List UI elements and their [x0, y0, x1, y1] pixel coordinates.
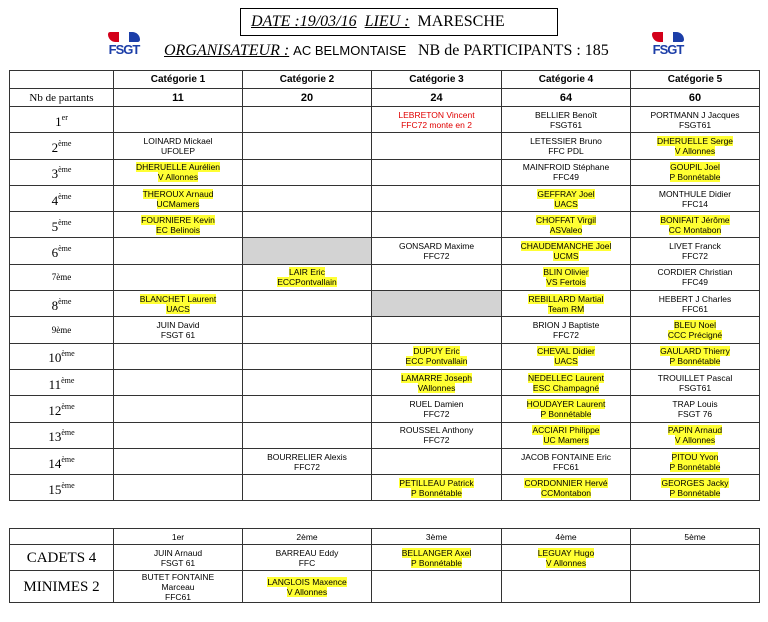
result-cell	[631, 571, 760, 603]
rank-label: 7ème	[10, 264, 114, 290]
rank-label: 9ème	[10, 317, 114, 343]
place-header: 4ème	[502, 529, 631, 545]
logo-text: FSGT	[652, 42, 684, 57]
competitor-club: FFC14	[682, 198, 708, 209]
rank-number: 6	[51, 245, 59, 261]
competitor-club: V Allonnes	[545, 557, 587, 568]
result-cell	[631, 369, 760, 395]
fsgt-logo-left	[104, 32, 144, 56]
result-cell	[243, 185, 372, 211]
rank-suffix: ème	[61, 375, 75, 385]
date-label: DATE :	[251, 13, 300, 30]
lieu-value: MARESCHE	[417, 13, 505, 30]
result-cell	[243, 422, 372, 448]
competitor-name: HOUDAYER Laurent	[526, 398, 606, 409]
corner-cell	[10, 71, 114, 89]
result-cell	[372, 133, 502, 159]
result-cell	[502, 369, 631, 395]
result-cell	[372, 343, 502, 369]
rank-suffix: ème	[61, 349, 75, 359]
result-cell	[502, 264, 631, 290]
competitor-name: LEGUAY Hugo	[537, 547, 595, 558]
rank-number: 13	[48, 429, 62, 445]
partants-count: 24	[372, 89, 502, 107]
competitor-club: V Allonnes	[157, 172, 199, 183]
rank-number: 2	[51, 139, 59, 155]
competitor-name: JUIN David	[156, 320, 200, 331]
youth-category-label: MINIMES 2	[10, 571, 114, 603]
organisateur-label: ORGANISATEUR :	[164, 42, 290, 59]
competitor-name: FOURNIERE Kevin	[141, 214, 215, 225]
result-cell	[114, 159, 243, 185]
result-cell	[631, 422, 760, 448]
competitor-club: FFC61	[165, 591, 191, 602]
competitor-club: FFC	[298, 557, 316, 568]
result-cell	[502, 317, 631, 343]
rank-label	[10, 107, 114, 133]
rank-label	[10, 212, 114, 238]
competitor-club: FFC72	[294, 461, 320, 472]
competitor-club: UACS	[554, 356, 578, 367]
result-cell	[372, 238, 502, 264]
rank-suffix: ème	[58, 138, 72, 148]
rank-number: 15	[48, 481, 62, 497]
result-cell	[502, 185, 631, 211]
result-cell	[631, 238, 760, 264]
competitor-name: NEDELLEC Laurent	[527, 372, 605, 383]
category-header: Catégorie 5	[631, 71, 760, 89]
competitor-name: RUEL Damien	[409, 398, 464, 409]
competitor-club: FFC72	[423, 435, 450, 446]
result-cell	[372, 291, 502, 317]
competitor-club: Team RM	[547, 303, 585, 314]
competitor-club: ASValeo	[549, 224, 583, 235]
result-cell	[114, 317, 243, 343]
result-cell	[372, 185, 502, 211]
category-header: Catégorie 2	[243, 71, 372, 89]
competitor-club: FFC49	[682, 277, 708, 288]
competitor-name: CHOFFAT Virgil	[536, 214, 596, 225]
competitor-name: BELLANGER Axel	[401, 547, 472, 558]
place-header: 5ème	[631, 529, 760, 545]
competitor-club: V Allonnes	[286, 586, 328, 597]
result-cell	[631, 317, 760, 343]
rank-suffix: ème	[58, 296, 72, 306]
rank-number: 5	[51, 218, 59, 234]
result-cell	[243, 369, 372, 395]
competitor-name: BUTET FONTAINE	[141, 571, 215, 582]
result-cell	[243, 475, 372, 501]
result-cell	[372, 422, 502, 448]
result-cell	[243, 212, 372, 238]
competitor-club: UCMamers	[156, 198, 200, 209]
corner-cell	[10, 529, 114, 545]
category-header: Catégorie 3	[372, 71, 502, 89]
partants-label: Nb de partants	[10, 89, 114, 107]
competitor-name: JACOB FONTAINE Eric	[520, 451, 612, 462]
result-cell	[372, 212, 502, 238]
result-cell	[631, 475, 760, 501]
competitor-name: REBILLARD Martial	[528, 293, 604, 304]
competitor-club: V Allonnes	[674, 145, 716, 156]
competitor-club: VS Fertois	[546, 277, 586, 288]
competitor-name: GONSARD Maxime	[398, 241, 475, 252]
competitor-club: VAllonnes	[417, 382, 456, 393]
competitor-name: BELLIER Benoît	[535, 109, 597, 120]
rank-label	[10, 396, 114, 422]
result-cell	[243, 317, 372, 343]
competitor-name: TROUILLET Pascal	[657, 372, 733, 383]
result-cell	[114, 448, 243, 474]
rank-suffix: er	[61, 112, 68, 122]
result-cell	[243, 159, 372, 185]
date-value: 19/03/16	[299, 13, 357, 30]
result-cell	[114, 545, 243, 571]
result-cell	[502, 291, 631, 317]
result-cell	[502, 133, 631, 159]
result-cell	[631, 291, 760, 317]
result-cell	[502, 212, 631, 238]
result-cell	[114, 185, 243, 211]
competitor-name: CHEVAL Didier	[537, 346, 595, 357]
rank-number: 8	[51, 297, 59, 313]
result-cell	[243, 291, 372, 317]
competitor-club: FFC72	[553, 330, 579, 341]
rank-number: 3	[51, 166, 59, 182]
rank-label	[10, 422, 114, 448]
competitor-name: GAULARD Thierry	[660, 346, 730, 357]
rank-suffix: ème	[58, 165, 72, 175]
result-cell	[372, 448, 502, 474]
result-cell	[502, 571, 631, 603]
competitor-club: FSGT61	[549, 119, 583, 130]
result-cell	[502, 343, 631, 369]
result-cell	[631, 133, 760, 159]
competitor-club: ECC Pontvallain	[405, 356, 468, 367]
result-cell	[372, 571, 502, 603]
competitor-name: HEBERT J Charles	[658, 293, 732, 304]
competitor-club: FFC PDL	[548, 145, 584, 156]
competitor-name: LOINARD Mickael	[143, 135, 213, 146]
competitor-name: BONIFAIT Jérôme	[660, 214, 730, 225]
competitor-name: LAMARRE Joseph	[401, 372, 472, 383]
result-cell	[114, 475, 243, 501]
title-box	[240, 8, 558, 36]
competitor-club: FFC72	[423, 408, 450, 419]
competitor-club: FFC72 monte en 2	[401, 119, 472, 130]
competitor-name: ROUSSEL Anthony	[399, 425, 474, 436]
competitor-club: V Allonnes	[674, 435, 716, 446]
competitor-name: BLANCHET Laurent	[139, 293, 217, 304]
result-cell	[243, 107, 372, 133]
competitor-club: Marceau	[161, 581, 195, 592]
competitor-club: UCMS	[553, 251, 579, 262]
competitor-name: BOURRELIER Alexis	[267, 451, 347, 462]
partants-count: 64	[502, 89, 631, 107]
result-cell	[114, 291, 243, 317]
competitor-club: P Bonnétable	[669, 172, 721, 183]
competitor-club: UC Mamers	[543, 435, 589, 446]
competitor-name: GEFFRAY Joel	[537, 188, 595, 199]
result-cell	[372, 475, 502, 501]
competitor-name: DUPUY Eric	[413, 346, 460, 357]
result-cell	[114, 238, 243, 264]
result-cell	[631, 264, 760, 290]
competitor-club: ESC Champagné	[532, 382, 600, 393]
competitor-club: P Bonnétable	[411, 487, 462, 498]
lieu-label: LIEU :	[364, 13, 410, 30]
rank-suffix: ème	[58, 217, 72, 227]
competitor-name: LANGLOIS Maxence	[267, 576, 347, 587]
logo-text: FSGT	[108, 42, 140, 57]
rank-suffix: ème	[61, 480, 75, 490]
competitor-club: FSGT61	[678, 382, 712, 393]
competitor-club: FSGT61	[678, 119, 712, 130]
competitor-club: UACS	[166, 303, 190, 314]
rank-number: 11	[48, 376, 62, 392]
flag-icon	[652, 32, 684, 42]
partants-count: 11	[114, 89, 243, 107]
result-cell	[243, 571, 372, 603]
competitor-name: DHERUELLE Serge	[656, 135, 734, 146]
results-table	[9, 70, 760, 501]
result-cell	[372, 396, 502, 422]
result-cell	[372, 107, 502, 133]
result-cell	[631, 343, 760, 369]
rank-label	[10, 369, 114, 395]
category-header: Catégorie 4	[502, 71, 631, 89]
result-cell	[114, 571, 243, 603]
participants-label: NB de PARTICIPANTS :	[418, 42, 581, 59]
rank-suffix: ème	[61, 428, 75, 438]
competitor-name: TRAP Louis	[672, 398, 718, 409]
competitor-name: DHERUELLE Aurélien	[135, 162, 221, 173]
rank-number: 14	[48, 455, 62, 471]
result-cell	[502, 396, 631, 422]
competitor-club: ECCPontvallain	[277, 277, 337, 288]
result-cell	[243, 396, 372, 422]
result-cell	[114, 212, 243, 238]
result-cell	[502, 422, 631, 448]
rank-label	[10, 185, 114, 211]
competitor-name: LIVET Franck	[669, 241, 721, 252]
competitor-club: FFC49	[553, 172, 579, 183]
result-cell	[372, 317, 502, 343]
result-cell	[372, 264, 502, 290]
result-cell	[114, 396, 243, 422]
rank-label	[10, 159, 114, 185]
competitor-name: PORTMANN J Jacques	[650, 109, 740, 120]
youth-results-table	[9, 528, 760, 603]
competitor-name: THEROUX Arnaud	[142, 188, 214, 199]
competitor-club: P Bonnétable	[411, 557, 462, 568]
category-header: Catégorie 1	[114, 71, 243, 89]
competitor-name: LETESSIER Bruno	[530, 135, 602, 146]
competitor-name: CORDONNIER Hervé	[524, 477, 608, 488]
competitor-club: FFC72	[423, 251, 450, 262]
result-cell	[372, 369, 502, 395]
result-cell	[114, 343, 243, 369]
result-cell	[372, 545, 502, 571]
result-cell	[631, 212, 760, 238]
rank-suffix: ème	[61, 454, 75, 464]
place-header: 2ème	[243, 529, 372, 545]
organisateur-line	[164, 42, 406, 60]
result-cell	[502, 545, 631, 571]
youth-category-label: CADETS 4	[10, 545, 114, 571]
competitor-club: UACS	[554, 198, 578, 209]
competitor-club: FFC61	[682, 303, 708, 314]
result-cell	[372, 159, 502, 185]
competitor-name: GOUPIL Joel	[670, 162, 720, 173]
competitor-club: FFC61	[553, 461, 579, 472]
result-cell	[243, 545, 372, 571]
fsgt-logo-right	[648, 32, 688, 56]
place-header: 3ème	[372, 529, 502, 545]
result-cell	[243, 238, 372, 264]
competitor-club: FSGT 61	[160, 557, 196, 568]
competitor-club: FSGT 76	[677, 408, 713, 419]
rank-number: 12	[48, 402, 62, 418]
competitor-club: P Bonnétable	[669, 461, 721, 472]
rank-label	[10, 448, 114, 474]
result-cell	[114, 369, 243, 395]
competitor-name: JUIN Arnaud	[153, 547, 203, 558]
result-cell	[502, 159, 631, 185]
rank-suffix: ème	[58, 191, 72, 201]
competitor-name: BLIN Olivier	[543, 267, 589, 278]
result-cell	[631, 159, 760, 185]
competitor-club: FFC72	[682, 251, 708, 262]
participants-value: 185	[584, 42, 609, 59]
result-cell	[631, 107, 760, 133]
result-cell	[502, 107, 631, 133]
result-cell	[114, 264, 243, 290]
result-cell	[502, 475, 631, 501]
competitor-name: PAPIN Arnaud	[667, 425, 723, 436]
result-cell	[502, 448, 631, 474]
competitor-name: BRION J Baptiste	[532, 320, 600, 331]
result-cell	[243, 133, 372, 159]
rank-suffix: ème	[58, 244, 72, 254]
competitor-name: MAINFROID Stéphane	[522, 162, 610, 173]
partants-count: 20	[243, 89, 372, 107]
competitor-club: P Bonnétable	[540, 408, 592, 419]
organisateur-value: AC BELMONTAISE	[293, 43, 407, 58]
competitor-club: CCC Précigné	[667, 330, 723, 341]
result-cell	[243, 264, 372, 290]
competitor-name: GEORGES Jacky	[661, 477, 729, 488]
rank-label	[10, 475, 114, 501]
competitor-club: CCMontabon	[540, 487, 592, 498]
competitor-name: BARREAU Eddy	[275, 547, 339, 558]
result-cell	[114, 133, 243, 159]
competitor-name: LEBRETON Vincent	[398, 109, 475, 120]
competitor-club: P Bonnétable	[669, 356, 721, 367]
rank-label	[10, 291, 114, 317]
rank-label	[10, 343, 114, 369]
rank-label	[10, 133, 114, 159]
result-cell	[243, 448, 372, 474]
competitor-club: EC Belinois	[156, 224, 200, 235]
competitor-club: CC Montabon	[668, 224, 722, 235]
competitor-name: MONTHULE Didier	[658, 188, 732, 199]
place-header: 1er	[114, 529, 243, 545]
competitor-club: UFOLEP	[160, 145, 195, 156]
flag-icon	[108, 32, 140, 42]
competitor-name: CHAUDEMANCHE Joel	[520, 241, 612, 252]
competitor-name: ACCIARI Philippe	[532, 425, 600, 436]
competitor-name: PITOU Yvon	[671, 451, 719, 462]
competitor-name: LAIR Eric	[289, 267, 325, 278]
rank-number: 4	[51, 192, 59, 208]
rank-number: 10	[48, 350, 62, 366]
participants-line	[418, 42, 609, 60]
competitor-club: FSGT 61	[160, 330, 196, 341]
competitor-name: BLEU Noel	[673, 320, 717, 331]
result-cell	[631, 545, 760, 571]
rank-suffix: ème	[61, 401, 75, 411]
result-cell	[243, 343, 372, 369]
rank-number: 1	[55, 113, 62, 129]
result-cell	[114, 422, 243, 448]
rank-label	[10, 238, 114, 264]
result-cell	[114, 107, 243, 133]
partants-count: 60	[631, 89, 760, 107]
result-cell	[631, 396, 760, 422]
competitor-club: P Bonnétable	[669, 487, 721, 498]
result-cell	[631, 185, 760, 211]
competitor-name: PETILLEAU Patrick	[399, 477, 474, 488]
result-cell	[502, 238, 631, 264]
competitor-name: CORDIER Christian	[657, 267, 733, 278]
result-cell	[631, 448, 760, 474]
